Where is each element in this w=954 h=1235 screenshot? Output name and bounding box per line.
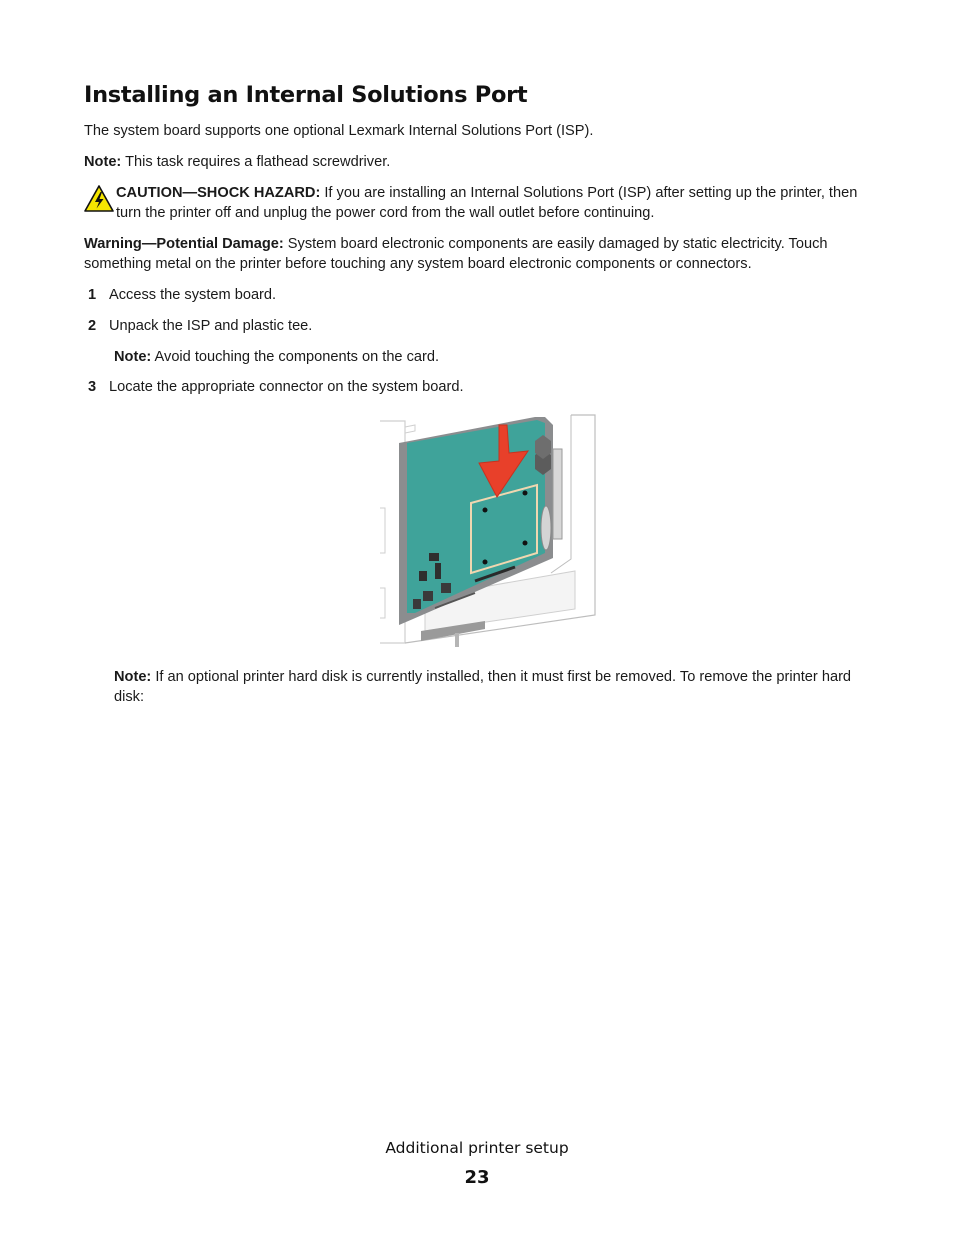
note-label: Note: (114, 669, 152, 685)
intro-paragraph: The system board supports one optional Lexmark Internal Solutions Port (ISP). (84, 123, 594, 139)
footer-section-title: Additional printer setup (385, 1139, 569, 1157)
step-3-note (114, 667, 874, 707)
step-number: 3 (88, 379, 97, 395)
step-text: Unpack the ISP and plastic tee. (109, 318, 313, 334)
note-label: Note: (114, 349, 152, 365)
step-text: Locate the appropriate connector on the system board. (109, 379, 464, 395)
system-board-illustration (375, 413, 605, 653)
note-text: Avoid touching the components on the card. (151, 349, 440, 365)
warning-paragraph (84, 234, 874, 274)
caution-label: CAUTION—SHOCK HAZARD: (116, 185, 321, 201)
warning-label: Warning—Potential Damage: (84, 236, 284, 252)
step-number: 2 (88, 318, 97, 334)
caution-triangle-icon (84, 185, 114, 213)
warning-text: System board electronic components are easily damaged by static electricity. Touch something metal on the printer before touching any system board electronic components or connectors. (84, 236, 828, 272)
caution-text (116, 183, 876, 223)
caution-body: If you are installing an Internal Solutions Port (ISP) after setting up the printer, then turn the printer off and unplug the power cord from the wall outlet before continuing. (116, 185, 858, 221)
note-text: If an optional printer hard disk is currently installed, then it must first be removed. To remove the printer hard disk: (114, 669, 852, 705)
step-number: 1 (88, 287, 97, 303)
page-number: 23 (464, 1167, 490, 1188)
note-screwdriver (84, 152, 874, 172)
note-label: Note: (84, 154, 122, 170)
step-text: Access the system board. (109, 287, 277, 303)
step-2-note (114, 347, 874, 367)
page-title: Installing an Internal Solutions Port (84, 82, 528, 108)
note-text: This task requires a flathead screwdriver. (121, 154, 391, 170)
